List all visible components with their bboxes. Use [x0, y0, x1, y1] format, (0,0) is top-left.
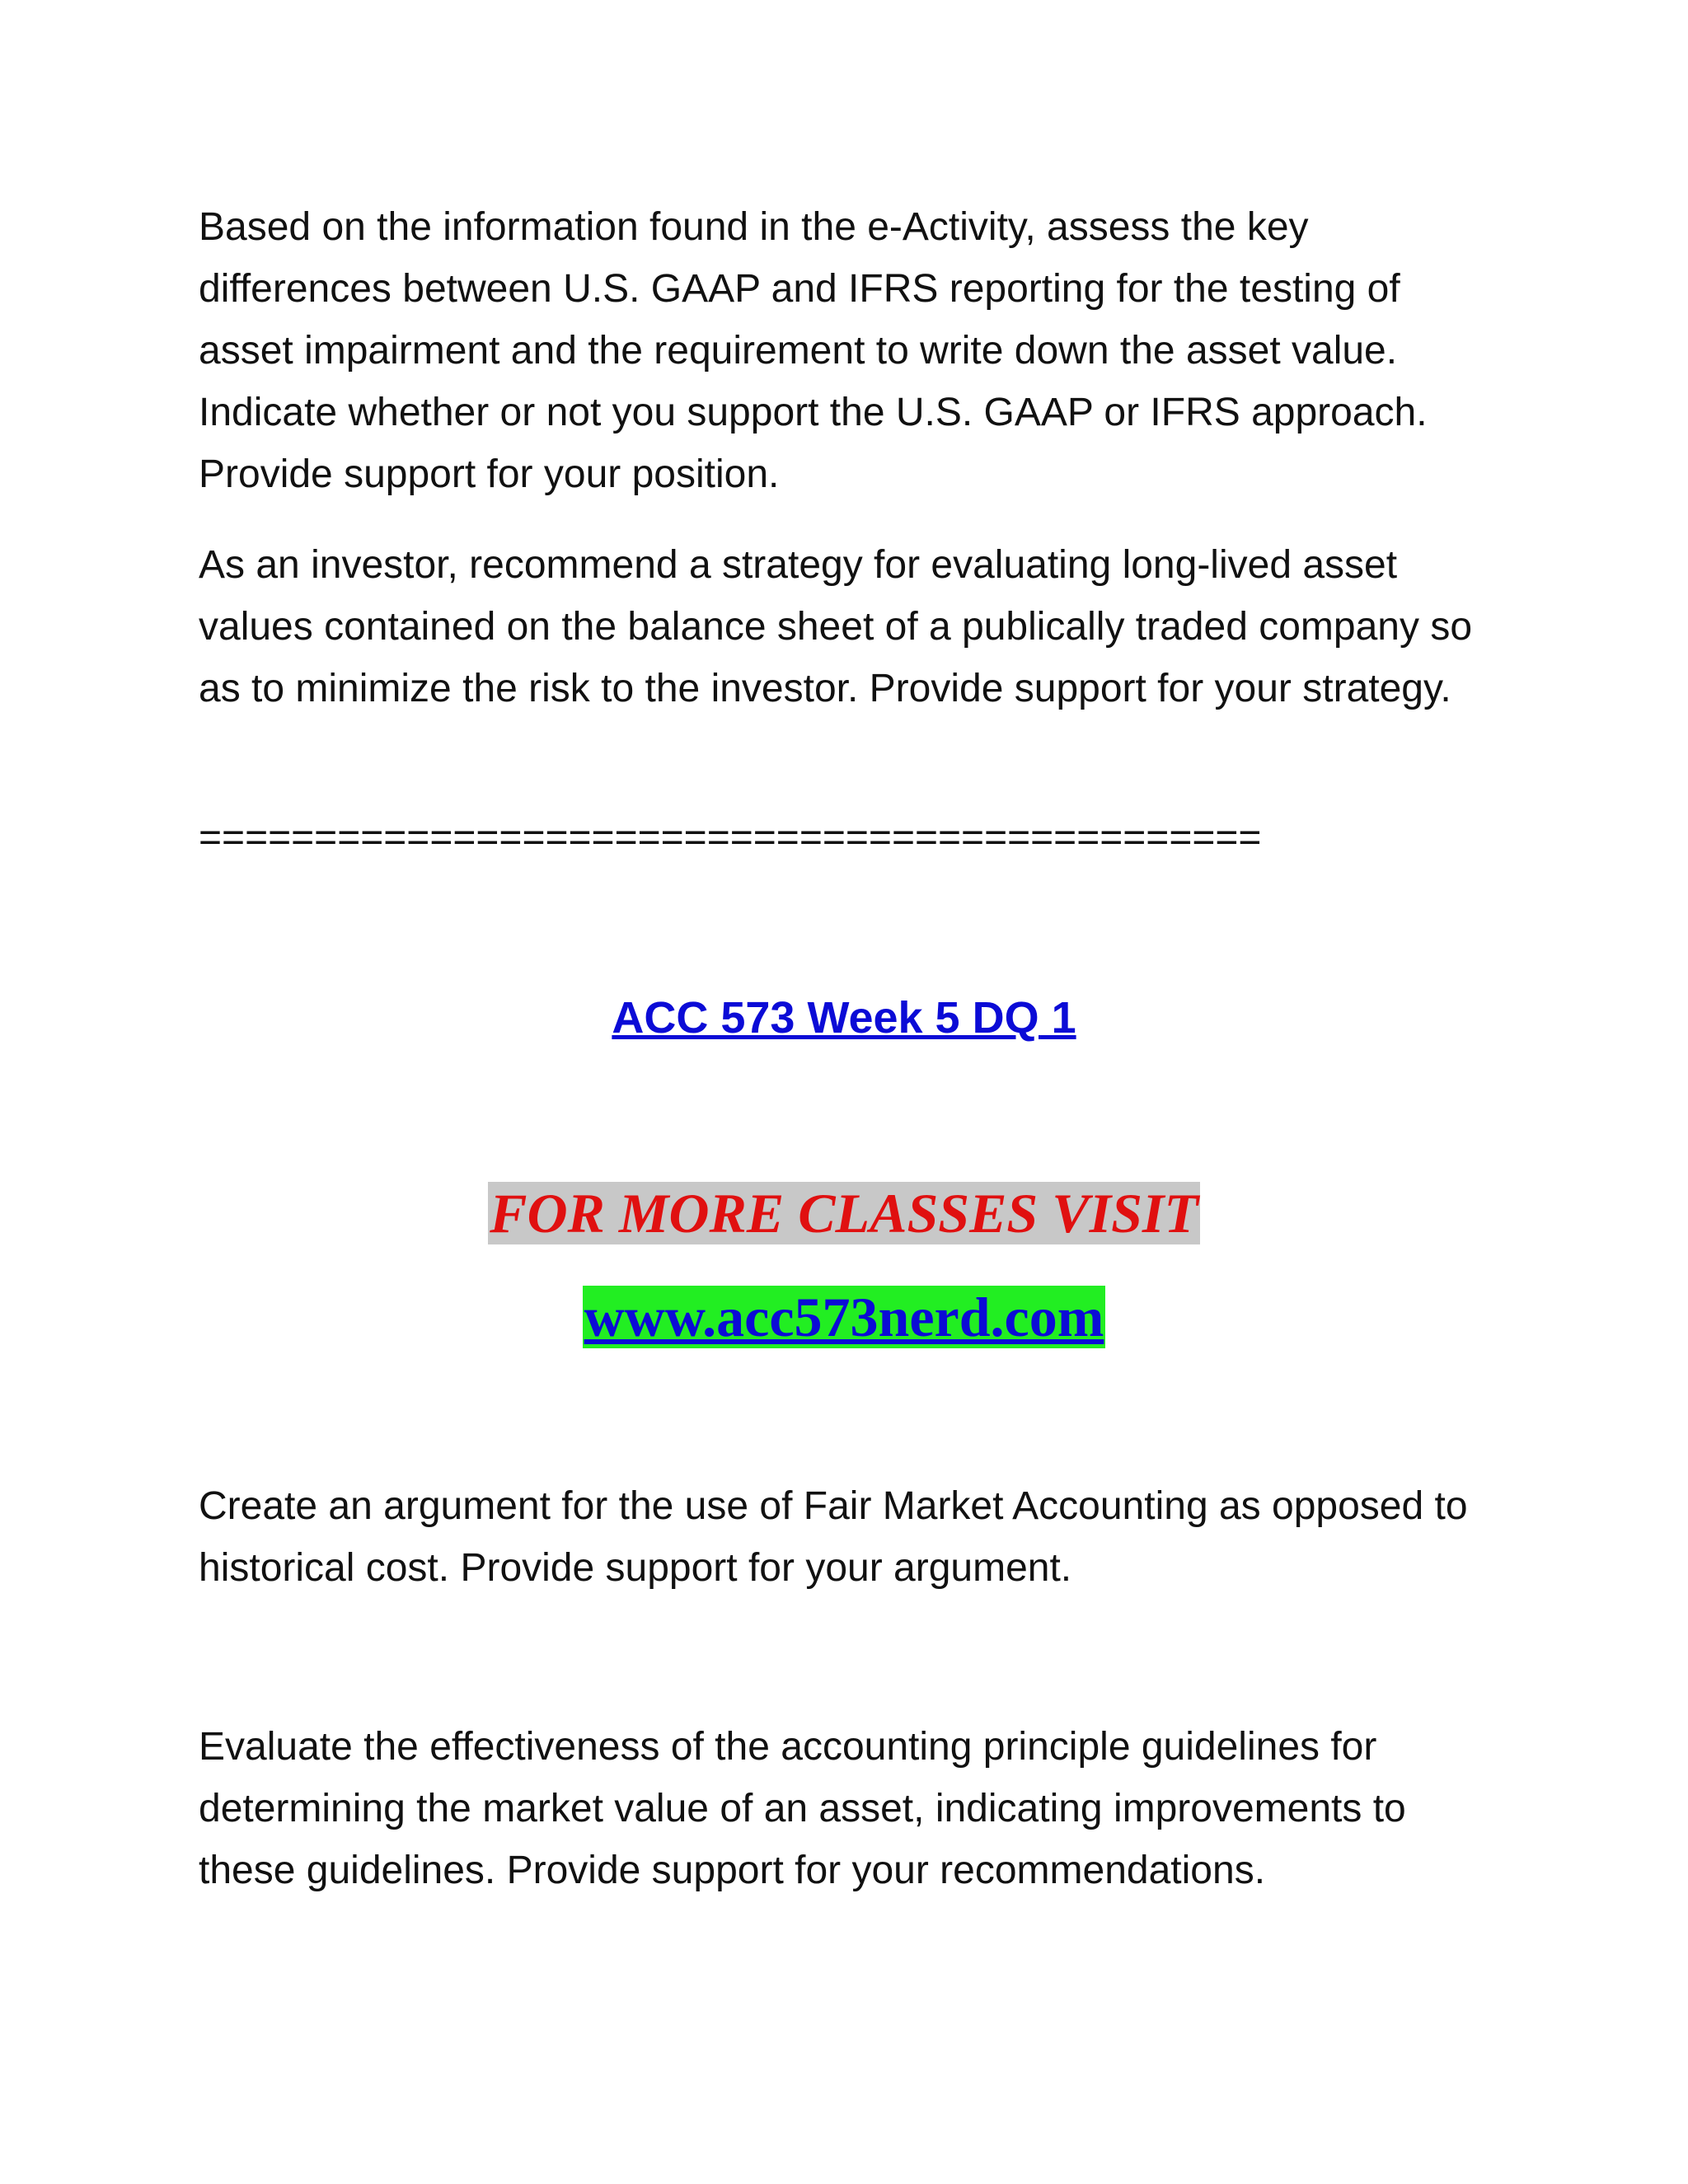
- promo-visit-row: [0, 1180, 1688, 1246]
- promo-site-row: [0, 1284, 1688, 1350]
- divider-line: ==============================================: [199, 816, 1262, 860]
- promo-visit-text: FOR MORE CLASSES VISIT: [490, 1182, 1198, 1244]
- promo-site-link[interactable]: www.acc573nerd.com: [584, 1286, 1104, 1348]
- week-5-dq-1-link[interactable]: ACC 573 Week 5 DQ 1: [612, 993, 1076, 1043]
- paragraph-investor-strategy: As an investor, recommend a strategy for evaluating long-lived asset values contained on the balance sheet of a publically traded company so as to minimize the risk to the investor. Provide support for your strategy.: [199, 543, 1473, 710]
- link-row: [0, 989, 1688, 1047]
- paragraph-guidelines: Evaluate the effectiveness of the accounting principle guidelines for determining the market value of an asset, indicating improvements to these guidelines. Provide support for your recommendations.: [199, 1725, 1406, 1892]
- paragraph-gaap-ifrs: Based on the information found in the e-Activity, assess the key differences between U.S. GAAP and IFRS reporting for the testing of asset impairment and the requirement to write down the asset value. Indicate whether or not you support the U.S. GAAP or IFRS approach. Provide support for your position.: [199, 205, 1428, 496]
- paragraph-fair-market: Create an argument for the use of Fair Market Accounting as opposed to historical cost. Provide support for your argument.: [199, 1484, 1468, 1590]
